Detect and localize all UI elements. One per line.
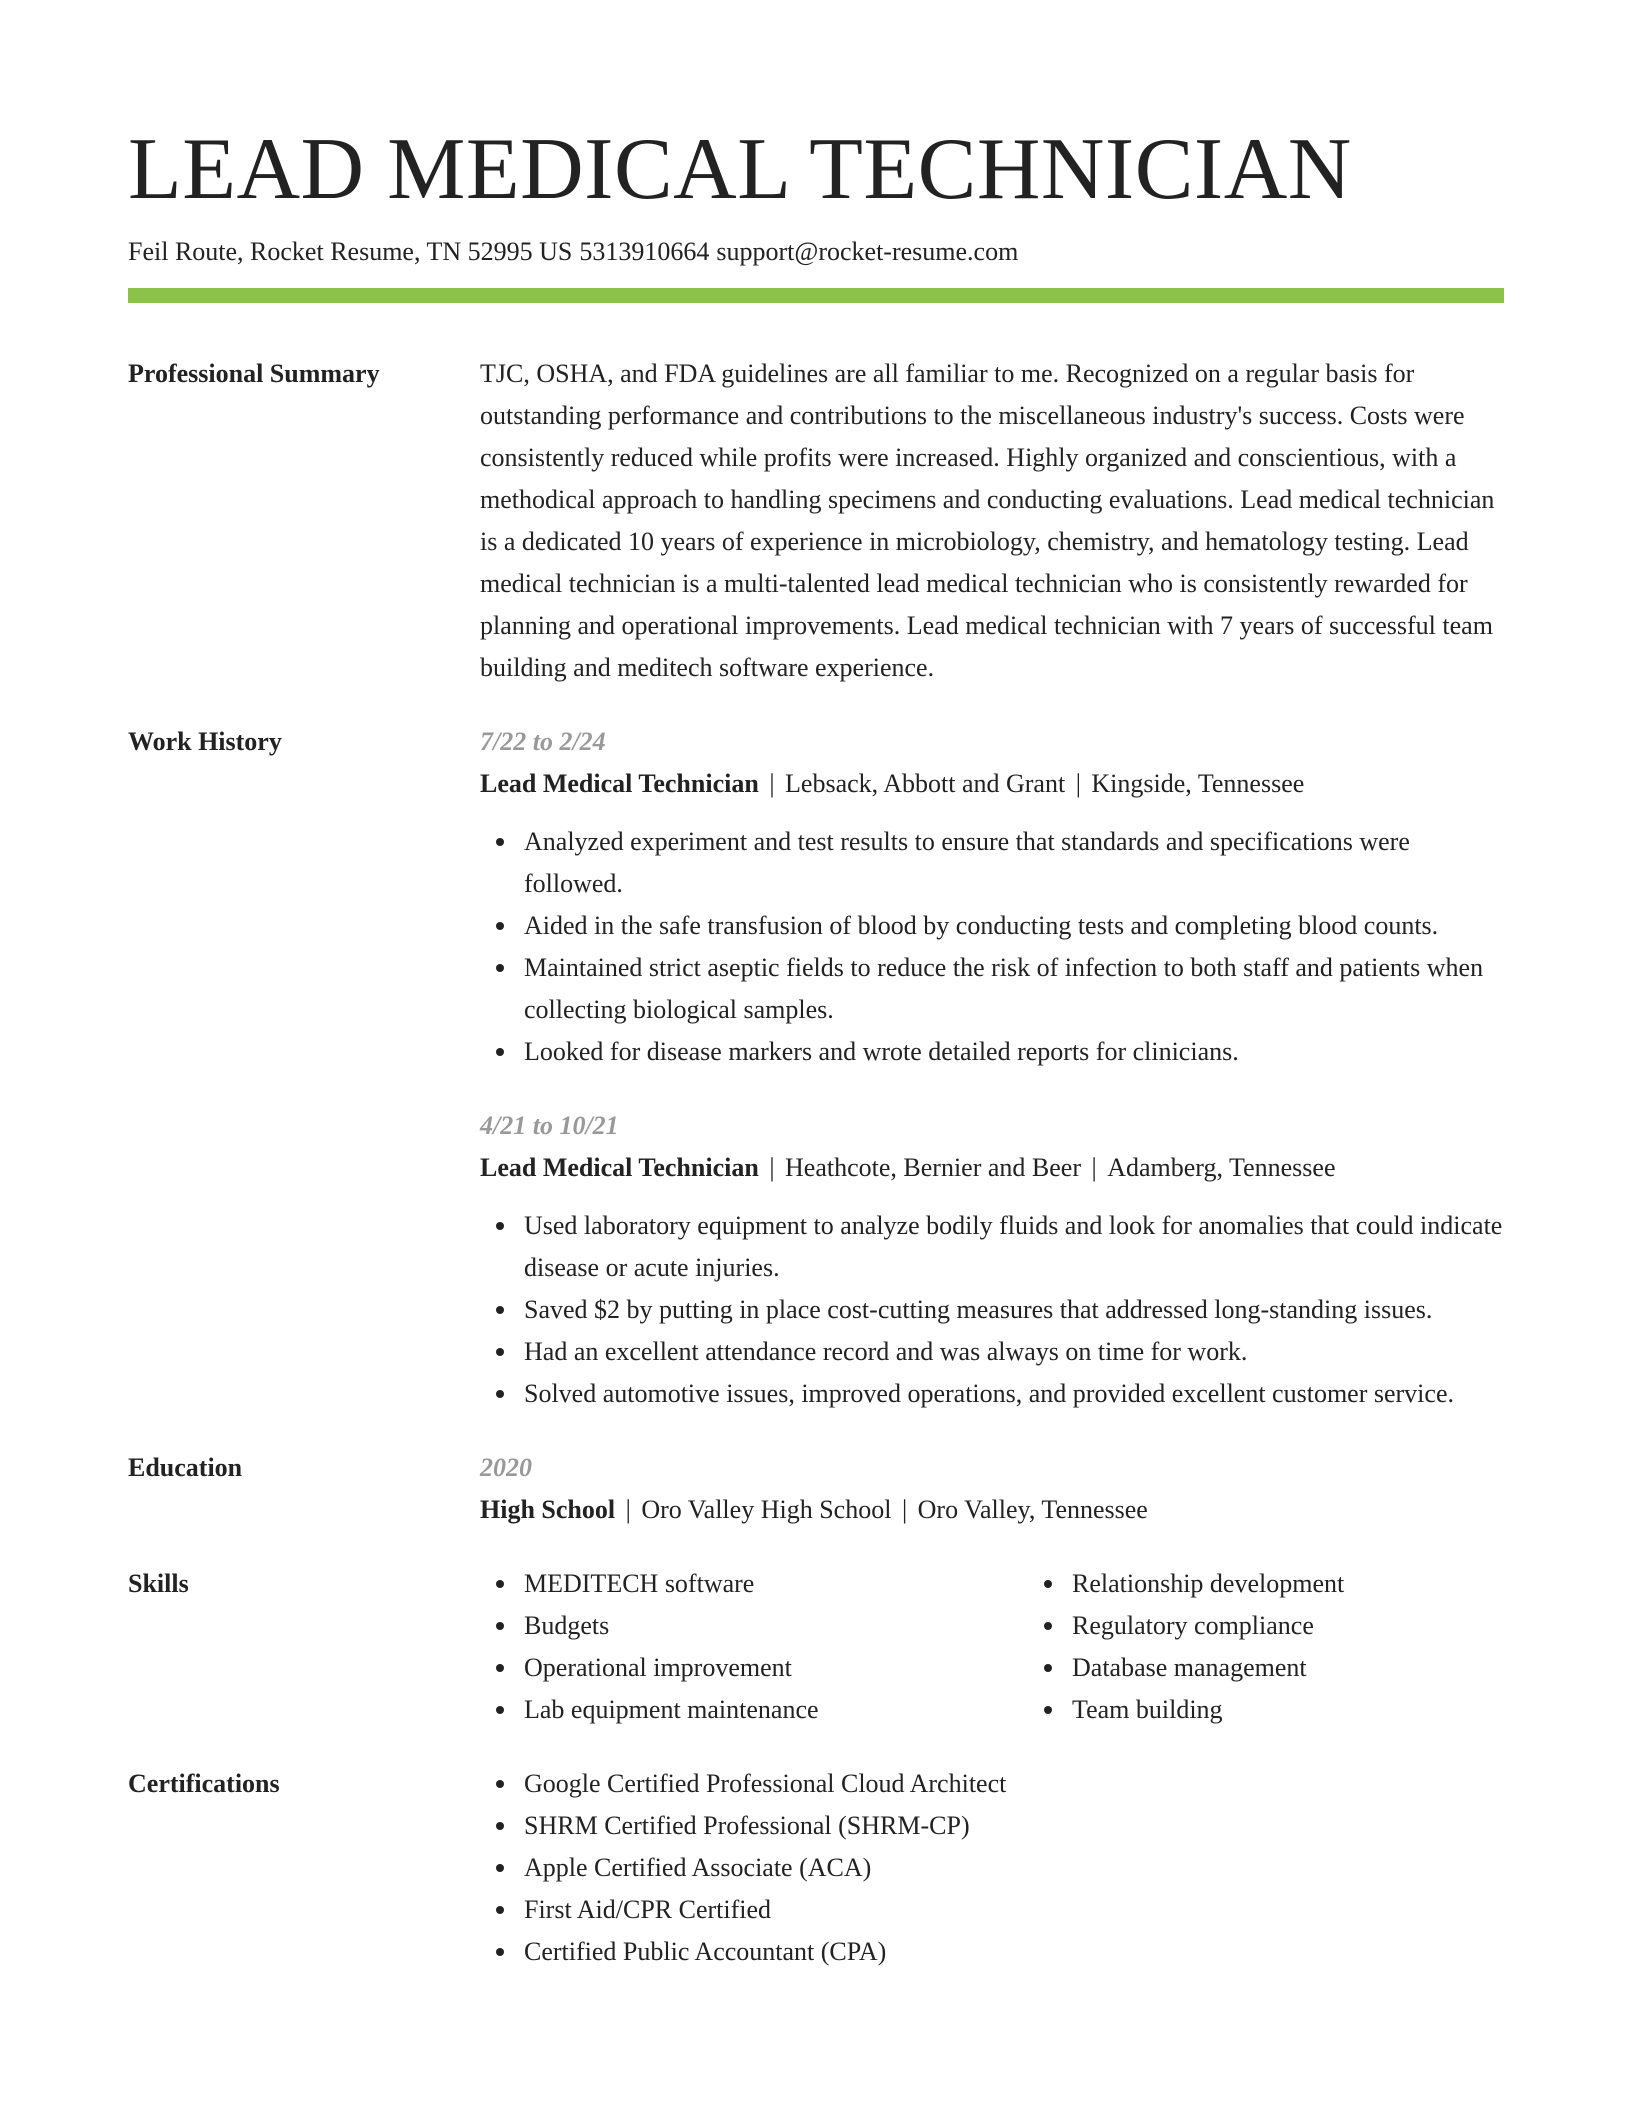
skills-section (128, 1563, 1504, 1731)
contact-email: support@rocket-resume.com (716, 237, 1019, 266)
job-dates: 4/21 to 10/21 (480, 1111, 619, 1140)
education-year: 2020 (480, 1453, 532, 1482)
job-employer: Lebsack, Abbott and Grant (785, 769, 1066, 798)
job-location: Adamberg, Tennessee (1107, 1153, 1336, 1182)
summary-section (128, 353, 1504, 689)
skills-label: Skills (128, 1569, 189, 1598)
certifications-list (480, 1763, 1504, 1973)
job-duty: Analyzed experiment and test results to ensure that standards and specifications were followed. (524, 821, 1504, 905)
contact-line (128, 234, 1504, 270)
summary-text: TJC, OSHA, and FDA guidelines are all familiar to me. Recognized on a regular basis for outstanding performance and contributions to the miscellaneous industry's success. Costs were consistently reduced while profits were increased. Highly organized and conscientious, with a methodical approach to handling specimens and conducting evaluations. Lead medical technician is a dedicated 10 years of experience in microbiology, chemistry, and hematology testing. Lead medical technician is a multi-talented lead medical technician who is consistently rewarded for planning and operational improvements. Lead medical technician with 7 years of successful team building and meditech software experience. (480, 359, 1495, 682)
job-entry (480, 721, 1504, 1073)
header-divider (128, 288, 1504, 303)
skill-item: Database management (1072, 1647, 1344, 1689)
job-duty: Had an excellent attendance record and was always on time for work. (524, 1331, 1504, 1373)
contact-address: Feil Route, Rocket Resume, TN 52995 US (128, 237, 573, 266)
job-title: Lead Medical Technician (480, 769, 759, 798)
certification-item: Apple Certified Associate (ACA) (524, 1847, 1504, 1889)
skill-item: Lab equipment maintenance (524, 1689, 1028, 1731)
skill-item: Regulatory compliance (1072, 1605, 1344, 1647)
certification-item: SHRM Certified Professional (SHRM-CP) (524, 1805, 1504, 1847)
work-history-label: Work History (128, 727, 282, 756)
education-location: Oro Valley, Tennessee (917, 1495, 1148, 1524)
job-duty: Used laboratory equipment to analyze bodily fluids and look for anomalies that could indicate disease or acute injuries. (524, 1205, 1504, 1289)
education-section (128, 1447, 1504, 1531)
certifications-section (128, 1763, 1504, 1973)
resume-title: LEAD MEDICAL TECHNICIAN (128, 121, 1352, 218)
job-duty: Maintained strict aseptic fields to reduce the risk of infection to both staff and patients when collecting biological samples. (524, 947, 1504, 1031)
skill-item: Team building (1072, 1689, 1344, 1731)
job-duty: Looked for disease markers and wrote detailed reports for clinicians. (524, 1031, 1504, 1073)
job-duties (480, 821, 1504, 1073)
skill-item: MEDITECH software (524, 1563, 1028, 1605)
certification-item: Google Certified Professional Cloud Architect (524, 1763, 1504, 1805)
job-heading: Lead Medical Technician | Heathcote, Bernier and Beer | Adamberg, Tennessee (480, 1153, 1336, 1182)
contact-phone: 5313910664 (579, 237, 710, 266)
education-label: Education (128, 1453, 243, 1482)
certifications-label: Certifications (128, 1769, 280, 1798)
job-dates: 7/22 to 2/24 (480, 727, 606, 756)
skill-item: Budgets (524, 1605, 1028, 1647)
skill-item: Relationship development (1072, 1563, 1344, 1605)
skills-list-left (480, 1563, 1028, 1731)
education-school: Oro Valley High School (641, 1495, 892, 1524)
certification-item: Certified Public Accountant (CPA) (524, 1931, 1504, 1973)
resume-page (128, 118, 1504, 1973)
job-employer: Heathcote, Bernier and Beer (785, 1153, 1081, 1182)
job-entry (480, 1105, 1504, 1415)
skills-list-right (1028, 1563, 1344, 1731)
education-degree: High School (480, 1495, 616, 1524)
job-heading: Lead Medical Technician | Lebsack, Abbott and Grant | Kingside, Tennessee (480, 769, 1305, 798)
job-duty: Solved automotive issues, improved operations, and provided excellent customer service. (524, 1373, 1504, 1415)
education-heading: High School | Oro Valley High School | Oro Valley, Tennessee (480, 1495, 1148, 1524)
skill-item: Operational improvement (524, 1647, 1028, 1689)
job-duty: Aided in the safe transfusion of blood by conducting tests and completing blood counts. (524, 905, 1504, 947)
job-duty: Saved $2 by putting in place cost-cutting measures that addressed long-standing issues. (524, 1289, 1504, 1331)
work-history-section (128, 721, 1504, 1415)
job-duties (480, 1205, 1504, 1415)
summary-label: Professional Summary (128, 359, 380, 388)
certification-item: First Aid/CPR Certified (524, 1889, 1504, 1931)
job-location: Kingside, Tennessee (1091, 769, 1305, 798)
job-title: Lead Medical Technician (480, 1153, 759, 1182)
